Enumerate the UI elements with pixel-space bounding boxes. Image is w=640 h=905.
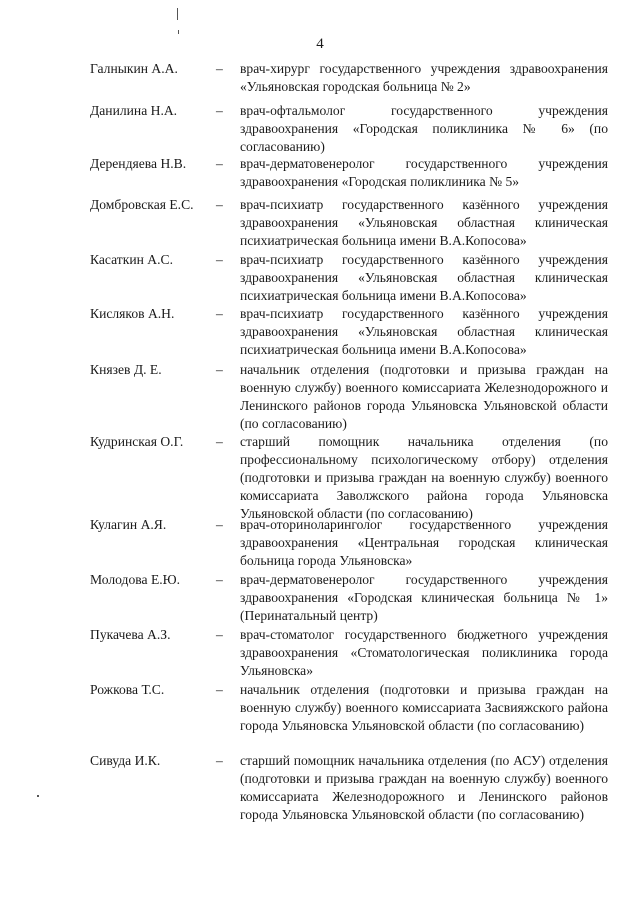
- page-number: 4: [316, 36, 324, 52]
- person-name: Галныкин А.А.: [90, 61, 178, 76]
- dash-separator: –: [216, 156, 223, 171]
- dash-separator: –: [216, 572, 223, 587]
- person-name: Рожкова Т.С.: [90, 682, 165, 697]
- scan-speck: [178, 30, 179, 34]
- position-description: врач-хирург государственного учреждения здравоохранения «Ульяновская городская больница № 2»: [240, 61, 608, 94]
- dash-separator: –: [216, 753, 223, 768]
- dash-separator: –: [216, 197, 223, 212]
- position-description: врач-психиатр государственного казённого учреждения здравоохранения «Ульяновская областная клиническая психиатрическая больница имени В.А.Копосова»: [240, 252, 608, 303]
- scan-speck: [37, 795, 39, 797]
- dash-separator: –: [216, 61, 223, 76]
- position-description: врач-оториноларинголог государственного учреждения здравоохранения «Центральная городская клиническая больница города Ульяновска»: [240, 517, 608, 568]
- person-name: Кулагин А.Я.: [90, 517, 167, 532]
- position-description: старший помощник начальника отделения (по АСУ) отделения (подготовки и призыва граждан на военную службу) военного комиссариата Железнодорожного и Ленинского районов города Ульяновска Ульяновской области (по согласованию): [240, 753, 608, 822]
- person-name: Князев Д. Е.: [90, 362, 162, 377]
- position-description: начальник отделения (подготовки и призыва граждан на военную службу) военного комиссариата Железнодорожного и Ленинского районов города Ульяновска Ульяновской области (по согласованию): [240, 362, 608, 431]
- dash-separator: –: [216, 627, 223, 642]
- position-description: старший помощник начальника отделения (по профессиональному психологическому отбору) отделения (подготовки и призыва граждан на военную службу) военного комиссариата Заволжского района города Ульяновска Ульяновской области (по согласованию): [240, 434, 608, 521]
- dash-separator: –: [216, 252, 223, 267]
- scan-speck: [177, 8, 178, 20]
- person-name: Сивуда И.К.: [90, 753, 161, 768]
- person-name: Данилина Н.А.: [90, 103, 178, 118]
- dash-separator: –: [216, 362, 223, 377]
- dash-separator: –: [216, 682, 223, 697]
- person-name: Молодова Е.Ю.: [90, 572, 181, 587]
- position-description: врач-стоматолог государственного бюджетного учреждения здравоохранения «Стоматологическая поликлиника города Ульяновска»: [240, 627, 608, 678]
- position-description: врач-психиатр государственного казённого учреждения здравоохранения «Ульяновская областная клиническая психиатрическая больница имени В.А.Копосова»: [240, 197, 608, 248]
- position-description: врач-психиатр государственного казённого учреждения здравоохранения «Ульяновская областная клиническая психиатрическая больница имени В.А.Копосова»: [240, 306, 608, 357]
- person-name: Домбровская Е.С.: [90, 197, 194, 212]
- dash-separator: –: [216, 434, 223, 449]
- person-name: Кудринская О.Г.: [90, 434, 184, 449]
- position-description: начальник отделения (подготовки и призыва граждан на военную службу) военного комиссариата Засвияжского района города Ульяновска Ульяновской области (по согласованию): [240, 682, 608, 733]
- position-description: врач-дерматовенеролог государственного учреждения здравоохранения «Городская клиническая больница № 1» (Перинатальный центр): [240, 572, 608, 623]
- position-description: врач-офтальмолог государственного учреждения здравоохранения «Городская поликлиника № 6» (по согласованию): [240, 103, 608, 154]
- position-description: врач-дерматовенеролог государственного учреждения здравоохранения «Городская поликлиника № 5»: [240, 156, 608, 189]
- dash-separator: –: [216, 103, 223, 118]
- person-name: Кисляков А.Н.: [90, 306, 175, 321]
- person-name: Дерендяева Н.В.: [90, 156, 187, 171]
- person-name: Пукачева А.З.: [90, 627, 171, 642]
- dash-separator: –: [216, 517, 223, 532]
- dash-separator: –: [216, 306, 223, 321]
- person-name: Касаткин А.С.: [90, 252, 173, 267]
